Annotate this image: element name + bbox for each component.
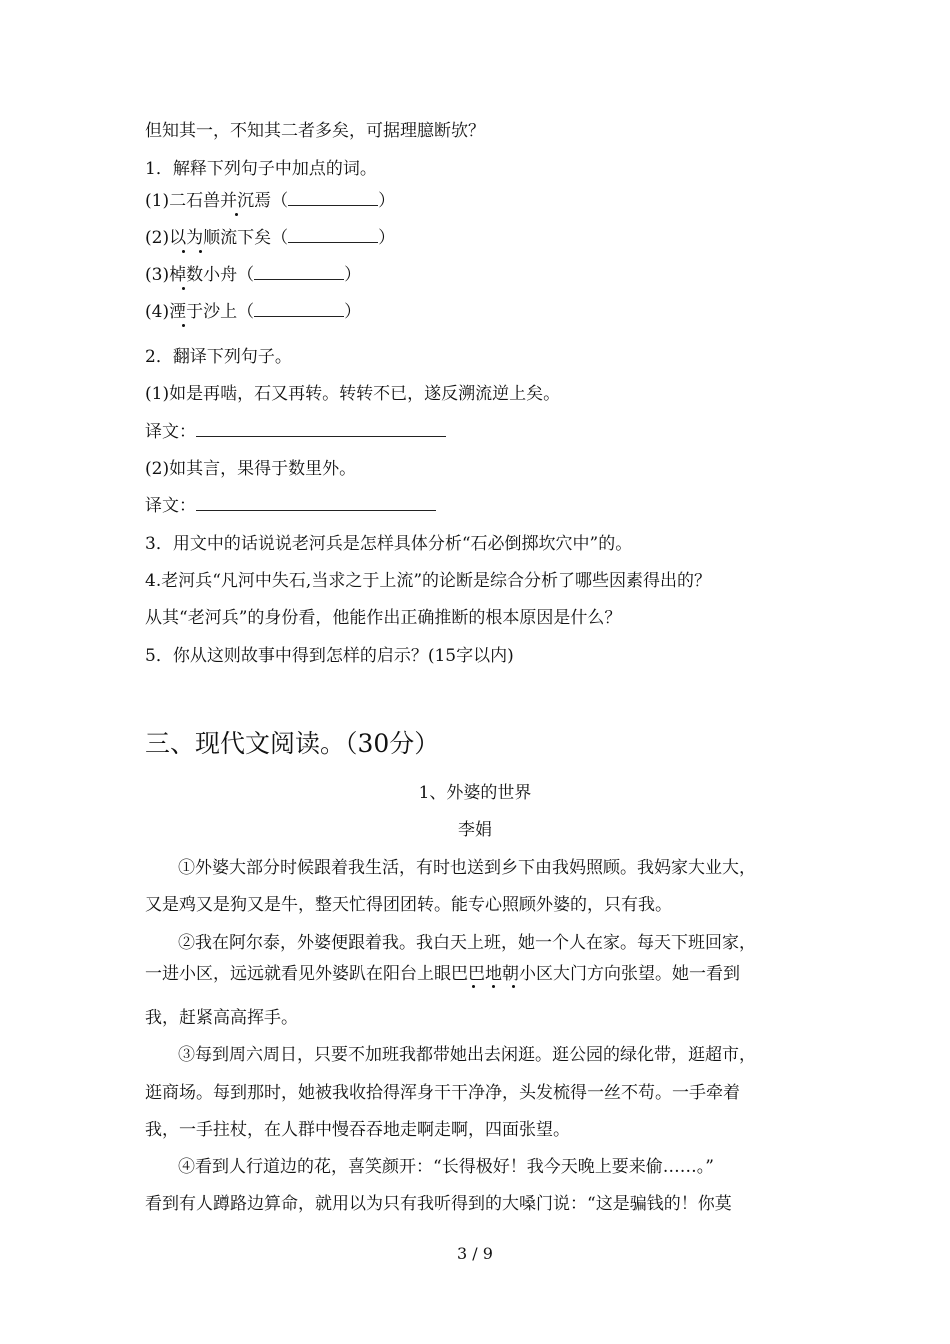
paragraph-line: ①外婆大部分时候跟着我生活，有时也送到乡下由我妈照顾。我妈家大业大， [178, 858, 756, 878]
question-4-line-1: 4.老河兵“凡河中失石,当求之于上流”的论断是综合分析了哪些因素得出的？ [145, 571, 712, 591]
answer-blank[interactable] [254, 300, 344, 317]
question-2-title: 2．翻译下列句子。 [145, 347, 292, 367]
emphasis-dot [182, 287, 185, 290]
question-1-item-2 [145, 226, 395, 250]
translation-blank[interactable] [196, 494, 436, 511]
translation-label: 译文： [145, 422, 196, 442]
question-2-sentence-2: (2)如其言，果得于数里外。 [145, 459, 357, 479]
translation-line-2 [145, 494, 436, 518]
paragraph-line: 一进小区，远远就看见外婆趴在阳台上眼巴巴地朝小区大门方向张望。她一看到 [145, 964, 740, 984]
emphasis-dot [182, 324, 185, 327]
answer-blank[interactable] [288, 189, 378, 206]
item-text: (2)以为顺流下矣（ [145, 228, 289, 248]
translation-blank[interactable] [196, 420, 446, 437]
emphasis-dot [235, 213, 238, 216]
paragraph-line: ④看到人行道边的花，喜笑颜开：“长得极好！我今天晚上要来偷……。” [178, 1157, 714, 1177]
section-heading: 三、现代文阅读。（30分） [145, 729, 440, 758]
paragraph-line: 看到有人蹲路边算命，就用以为只有我听得到的大嗓门说：“这是骗钱的！你莫 [145, 1194, 732, 1214]
paragraph-line: 我，一手拄杖，在人群中慢吞吞地走啊走啊，四面张望。 [145, 1120, 570, 1140]
intro-line: 但知其一，不知其二者多矣，可据理臆断欤？ [145, 121, 485, 141]
answer-blank[interactable] [254, 263, 344, 280]
question-5: 5．你从这则故事中得到怎样的启示？(15字以内) [145, 646, 514, 666]
question-1-item-4 [145, 300, 361, 324]
paragraph-line: 又是鸡又是狗又是牛，整天忙得团团转。能专心照顾外婆的，只有我。 [145, 895, 672, 915]
translation-line-1 [145, 420, 446, 444]
paragraph-line: ②我在阿尔泰，外婆便跟着我。我白天上班，她一个人在家。每天下班回家， [178, 933, 756, 953]
answer-blank[interactable] [288, 226, 378, 243]
paragraph-line: ③每到周六周日，只要不加班我都带她出去闲逛。逛公园的绿化带，逛超市， [178, 1045, 756, 1065]
question-3: 3．用文中的话说说老河兵是怎样具体分析“石必倒掷坎穴中”的。 [145, 534, 633, 554]
paragraph-line: 逛商场。每到那时，她被我收拾得浑身干干净净，头发梳得一丝不苟。一手牵着 [145, 1083, 740, 1103]
page-number: 3 / 9 [457, 1244, 493, 1263]
article-author: 李娟 [458, 820, 492, 840]
emphasis-dot [199, 250, 202, 253]
item-close: ） [344, 302, 362, 322]
item-text: (4)湮于沙上（ [145, 302, 255, 322]
emphasis-dot [182, 250, 185, 253]
paragraph-line: 我，赶紧高高挥手。 [145, 1008, 298, 1028]
item-close: ） [378, 228, 396, 248]
translation-label: 译文： [145, 496, 196, 516]
question-1-title: 1．解释下列句子中加点的词。 [145, 159, 377, 179]
item-close: ） [378, 191, 396, 211]
item-text: (3)棹数小舟（ [145, 265, 255, 285]
article-title: 1、外婆的世界 [418, 783, 532, 803]
question-1-item-3 [145, 263, 361, 287]
item-text: (1)二石兽并沉焉（ [145, 191, 289, 211]
emphasis-dot [512, 985, 515, 988]
question-4-line-2: 从其“老河兵”的身份看，他能作出正确推断的根本原因是什么？ [145, 608, 622, 628]
question-1-item-1 [145, 189, 395, 213]
item-close: ） [344, 265, 362, 285]
question-2-sentence-1: (1)如是再啮，石又再转。转转不已，遂反溯流逆上矣。 [145, 384, 561, 404]
emphasis-dot [492, 985, 495, 988]
emphasis-dot [472, 985, 475, 988]
